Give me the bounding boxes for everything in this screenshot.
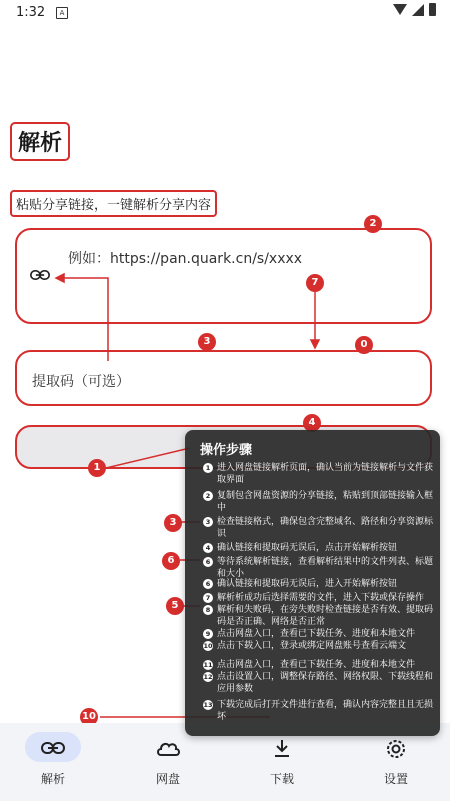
nav-label-cloud[interactable]: 网盘 — [155, 772, 180, 786]
marker-7: 7 — [306, 274, 324, 292]
nav-label-settings[interactable]: 设置 — [383, 772, 408, 786]
arrow-head — [311, 340, 319, 348]
step-item: 6 确认链接和提取码无误后，进入开始解析按钮 — [203, 578, 435, 590]
overlay-title: 操作步骤 — [200, 443, 253, 458]
step-item: 13 下载完成后打开文件进行查看，确认内容完整且且无损坏 — [203, 700, 434, 722]
step-item: 7 解析析成功后选择需要的文件，进入下载或保存操作 — [203, 592, 435, 604]
step-item: 9 点击网盘入口，查看已下载任务、进度和本地文件 — [203, 628, 435, 640]
marker-4: 4 — [303, 414, 321, 432]
page-subtitle: 粘贴分享链接，一键解析分享内容 — [10, 190, 217, 217]
step-item: 2 复制包含网盘资源的分享链接，粘贴到顶部链接输入框中 — [203, 490, 435, 514]
arrow-head — [56, 274, 64, 282]
step-item: 12 点击设置入口，调整保存路径、网络权限、下载线程和应用参数 — [203, 672, 434, 694]
marker-3b: 3 — [164, 514, 182, 532]
marker-1: 1 — [88, 459, 106, 477]
marker-10: 10 — [80, 708, 98, 726]
marker-0: 0 — [355, 336, 373, 354]
notification-icon: A — [56, 7, 68, 19]
step-item: 11 点击网盘入口，查看已下载任务、进度和本地文件 — [203, 660, 416, 670]
nav-label-download[interactable]: 下载 — [269, 772, 294, 786]
step-item: 8 解析和失败码，在旁失败时检查链接是否有效、提取码码是否正确、网络是否正常 — [203, 604, 435, 628]
nav-label-parse[interactable]: 解析 — [40, 772, 65, 786]
cloud-icon[interactable] — [155, 738, 181, 758]
marker-3: 3 — [198, 333, 216, 351]
step-item: 3 检查链接格式，确保包含完整域名、路径和分享资源标识 — [203, 516, 435, 540]
link-input-placeholder: 例如：https://pan.quark.cn/s/xxxx — [68, 251, 303, 267]
marker-6: 6 — [162, 552, 180, 570]
gear-icon[interactable] — [385, 738, 407, 760]
download-icon[interactable] — [272, 738, 292, 758]
arrow-3-to-link — [62, 278, 108, 361]
step-item: 6 等待系统解析链接，查看解析结果中的文件列表、标题和大小 — [203, 556, 435, 580]
arrow-1 — [106, 448, 190, 468]
status-time: 1:32 — [16, 5, 46, 20]
step-item: 1 进入网盘链接解析页面，确认当前为链接解析与文件获取界面 — [203, 462, 435, 486]
step-item: 4 确认链接和提取码无误后，点击开始解析按钮 — [203, 542, 435, 554]
marker-2: 2 — [364, 215, 382, 233]
code-input-placeholder: 提取码（可选） — [32, 374, 130, 390]
marker-5: 5 — [166, 597, 184, 615]
step-item: 10 点击下载入口，登录或绑定网盘账号查看云端文 — [203, 641, 407, 651]
page-title: 解析 — [10, 122, 70, 161]
link-icon[interactable] — [41, 740, 65, 756]
